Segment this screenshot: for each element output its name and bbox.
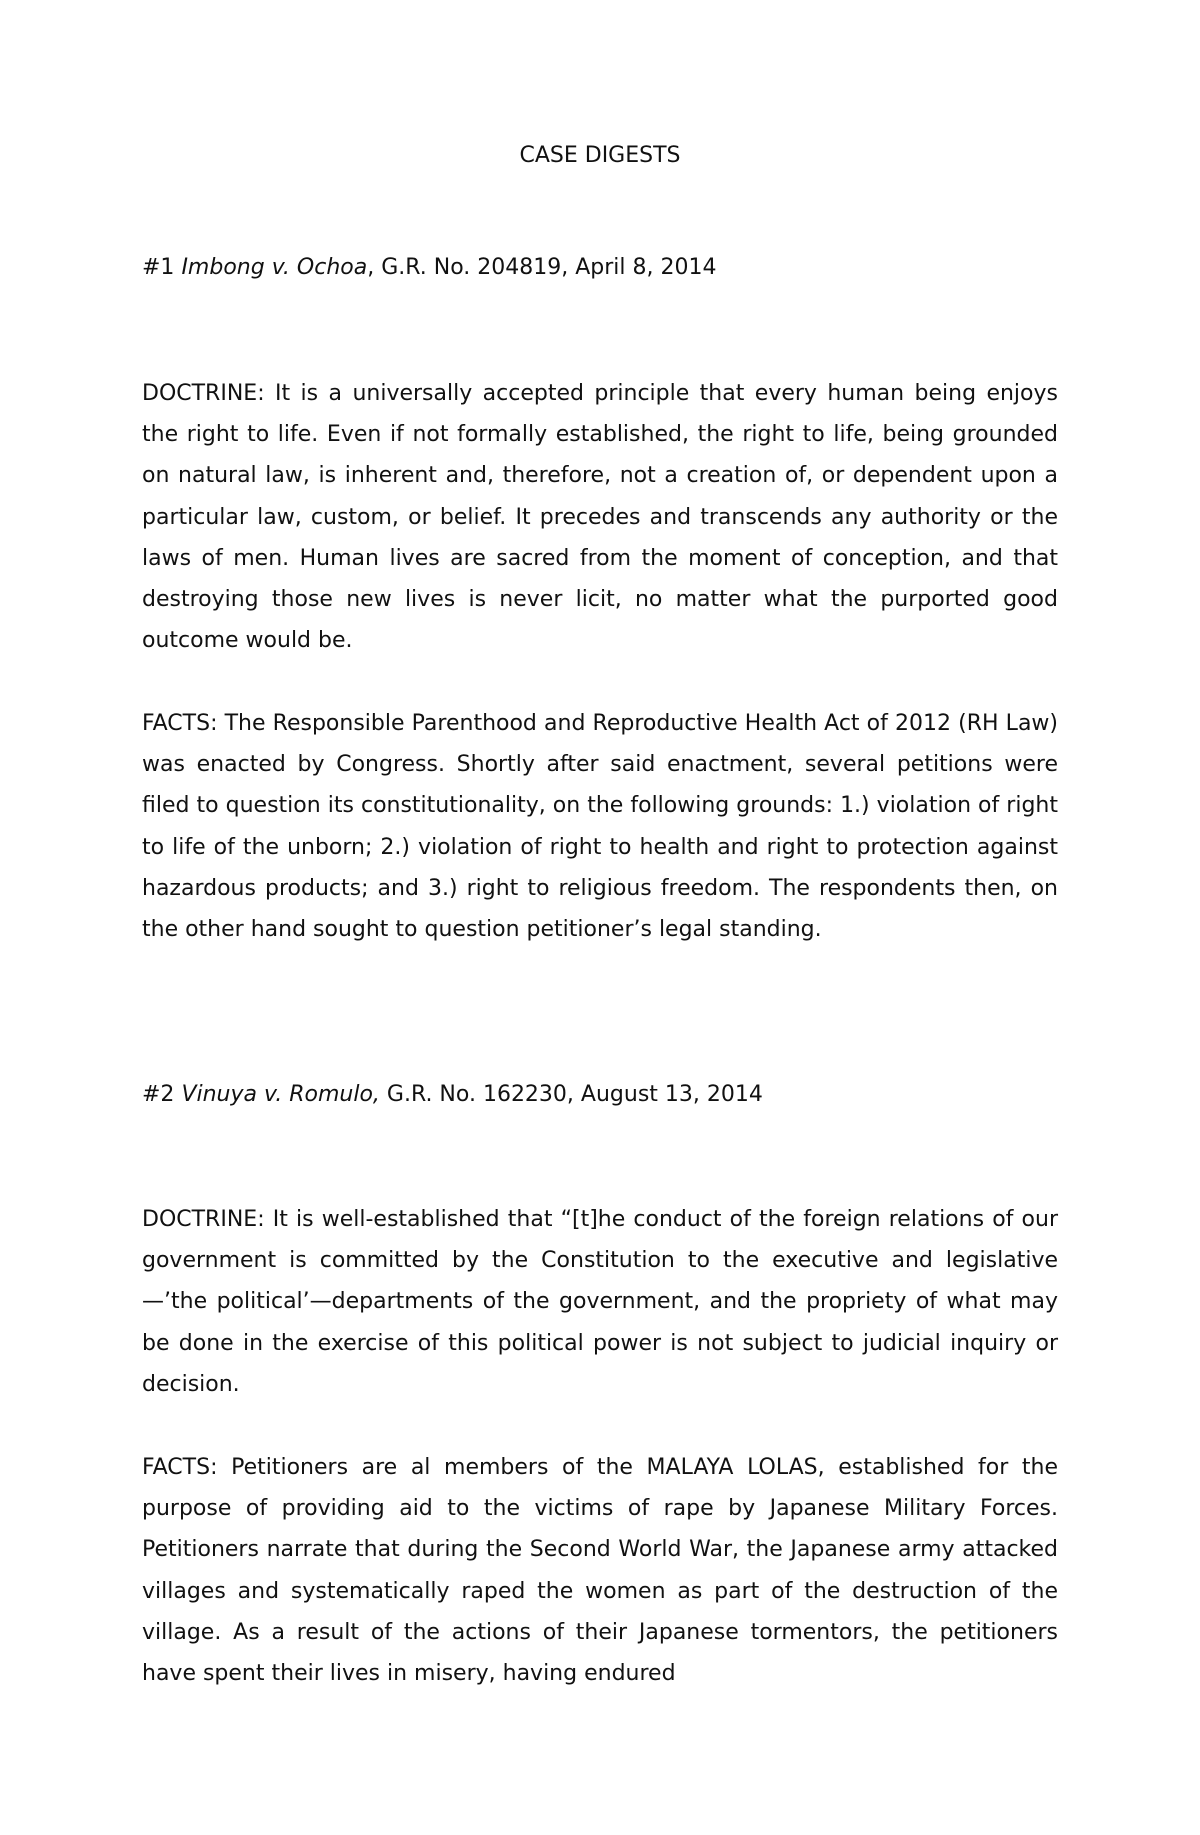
case-citation: , G.R. No. 204819, April 8, 2014 xyxy=(367,255,717,280)
case-number: #2 xyxy=(142,1082,175,1107)
facts-text: Petitioners are al members of the MALAYA LOLAS, established for the purpose of providing aid to the victims of rape by Japanese Military Forces. Petitioners narrate that during the Second World War, the Japanese army attacked villages and systematically raped the women as part of the destruction of the village. As a result of the actions of their Japanese tormentors, the petitioners have spent their lives in misery, having endured xyxy=(142,1455,1058,1687)
case-party-2: Romulo, xyxy=(289,1082,380,1107)
case-citation: G.R. No. 162230, August 13, 2014 xyxy=(379,1082,763,1107)
case-facts xyxy=(142,703,1058,950)
document-title: CASE DIGESTS xyxy=(519,143,681,168)
case-heading xyxy=(142,252,1058,284)
doctrine-label: DOCTRINE: xyxy=(142,1207,265,1232)
case-party-1: Vinuya xyxy=(181,1082,257,1107)
doctrine-text: It is a universally accepted principle that every human being enjoys the right to life. Even if not formally established, the right to life, being grounded on natural law, is inherent and, therefore, not a creation of, or dependent upon a particular law, custom, or belief. It precedes and transcends any authority or the laws of men. Human lives are sacred from the moment of conception, and that destroying those new lives is never licit, no matter what the purported good outcome would be. xyxy=(142,381,1058,654)
facts-label: FACTS: xyxy=(142,1455,218,1480)
doctrine-label: DOCTRINE: xyxy=(142,381,265,406)
case-versus: v. xyxy=(264,255,297,280)
document-page xyxy=(142,0,1058,1835)
case-party-2: Ochoa xyxy=(296,255,368,280)
case-doctrine xyxy=(142,1199,1058,1405)
facts-label: FACTS: xyxy=(142,711,218,736)
case-doctrine xyxy=(142,373,1058,661)
case-party-1: Imbong xyxy=(181,255,265,280)
case-heading xyxy=(142,1079,1058,1111)
case-number: #1 xyxy=(142,255,175,280)
case-facts xyxy=(142,1447,1058,1694)
facts-text: The Responsible Parenthood and Reproductive Health Act of 2012 (RH Law) was enacted by Congress. Shortly after said enactment, several petitions were filed to question its constitutionality, on the following grounds: 1.) violation of right to life of the unborn; 2.) violation of right to health and right to protection against hazardous products; and 3.) right to religious freedom. The respondents then, on the other hand sought to question petitioner’s legal standing. xyxy=(142,711,1058,943)
case-versus: v. xyxy=(257,1082,290,1107)
doctrine-text: It is well-established that “[t]he conduct of the foreign relations of our government is committed by the Constitution to the executive and legislative—’the political’—departments of the government, and the propriety of what may be done in the exercise of this political power is not subject to judicial inquiry or decision. xyxy=(142,1207,1058,1397)
